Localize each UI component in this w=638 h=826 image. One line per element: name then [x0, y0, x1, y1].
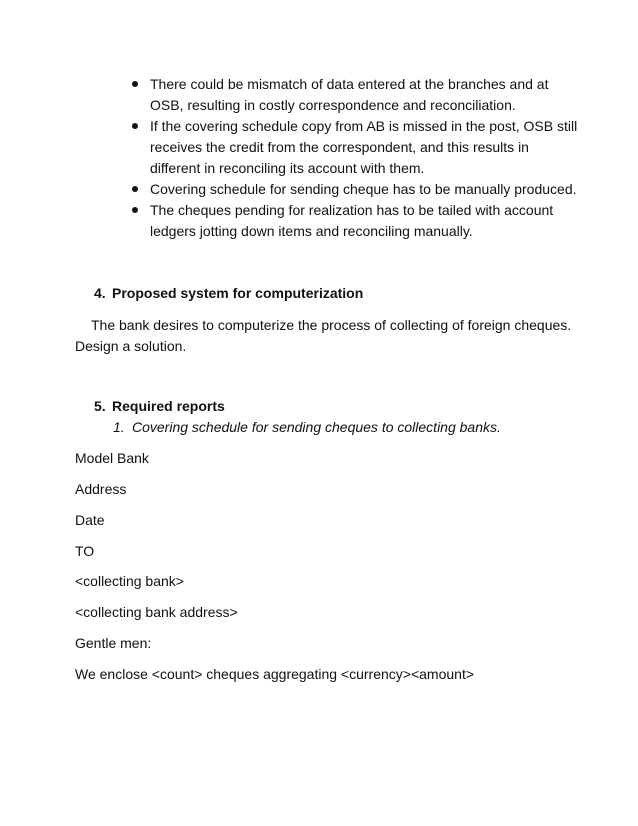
bullet-item: The cheques pending for realization has to be tailed with account ledgers jotting down items and reconciling manually.: [130, 200, 580, 242]
section-4-title: Proposed system for computerization: [112, 285, 364, 301]
letter-date: Date: [75, 512, 105, 528]
report-item-1: [113, 417, 501, 438]
section-5-number: 5.: [94, 398, 106, 414]
section-4-heading: [94, 283, 363, 304]
bullet-item: Covering schedule for sending cheque has to be manually produced.: [130, 179, 580, 200]
letter-to: TO: [75, 543, 95, 559]
letter-address: Address: [75, 481, 127, 497]
section-5-title: Required reports: [112, 398, 225, 414]
section-5-heading: [94, 396, 225, 417]
section-4-paragraph: The bank desires to computerize the process of collecting of foreign cheques. Design a solution.: [75, 317, 572, 354]
bullet-item: If the covering schedule copy from AB is missed in the post, OSB still receives the credit from the correspondent, and this results in different in reconciling its account with them.: [130, 116, 580, 179]
bullet-list: [130, 74, 580, 242]
letter-collecting-bank: <collecting bank>: [75, 573, 184, 589]
letter-body: We enclose <count> cheques aggregating <currency><amount>: [75, 666, 475, 682]
report-item-1-number: 1.: [113, 419, 125, 435]
letter-bank-name: Model Bank: [75, 450, 149, 466]
letter-salutation: Gentle men:: [75, 635, 152, 651]
letter-collecting-bank-address: <collecting bank address>: [75, 604, 238, 620]
bullet-item: There could be mismatch of data entered at the branches and at OSB, resulting in costly correspondence and reconciliation.: [130, 74, 580, 116]
section-4-number: 4.: [94, 285, 106, 301]
report-item-1-text: Covering schedule for sending cheques to collecting banks.: [132, 419, 501, 435]
